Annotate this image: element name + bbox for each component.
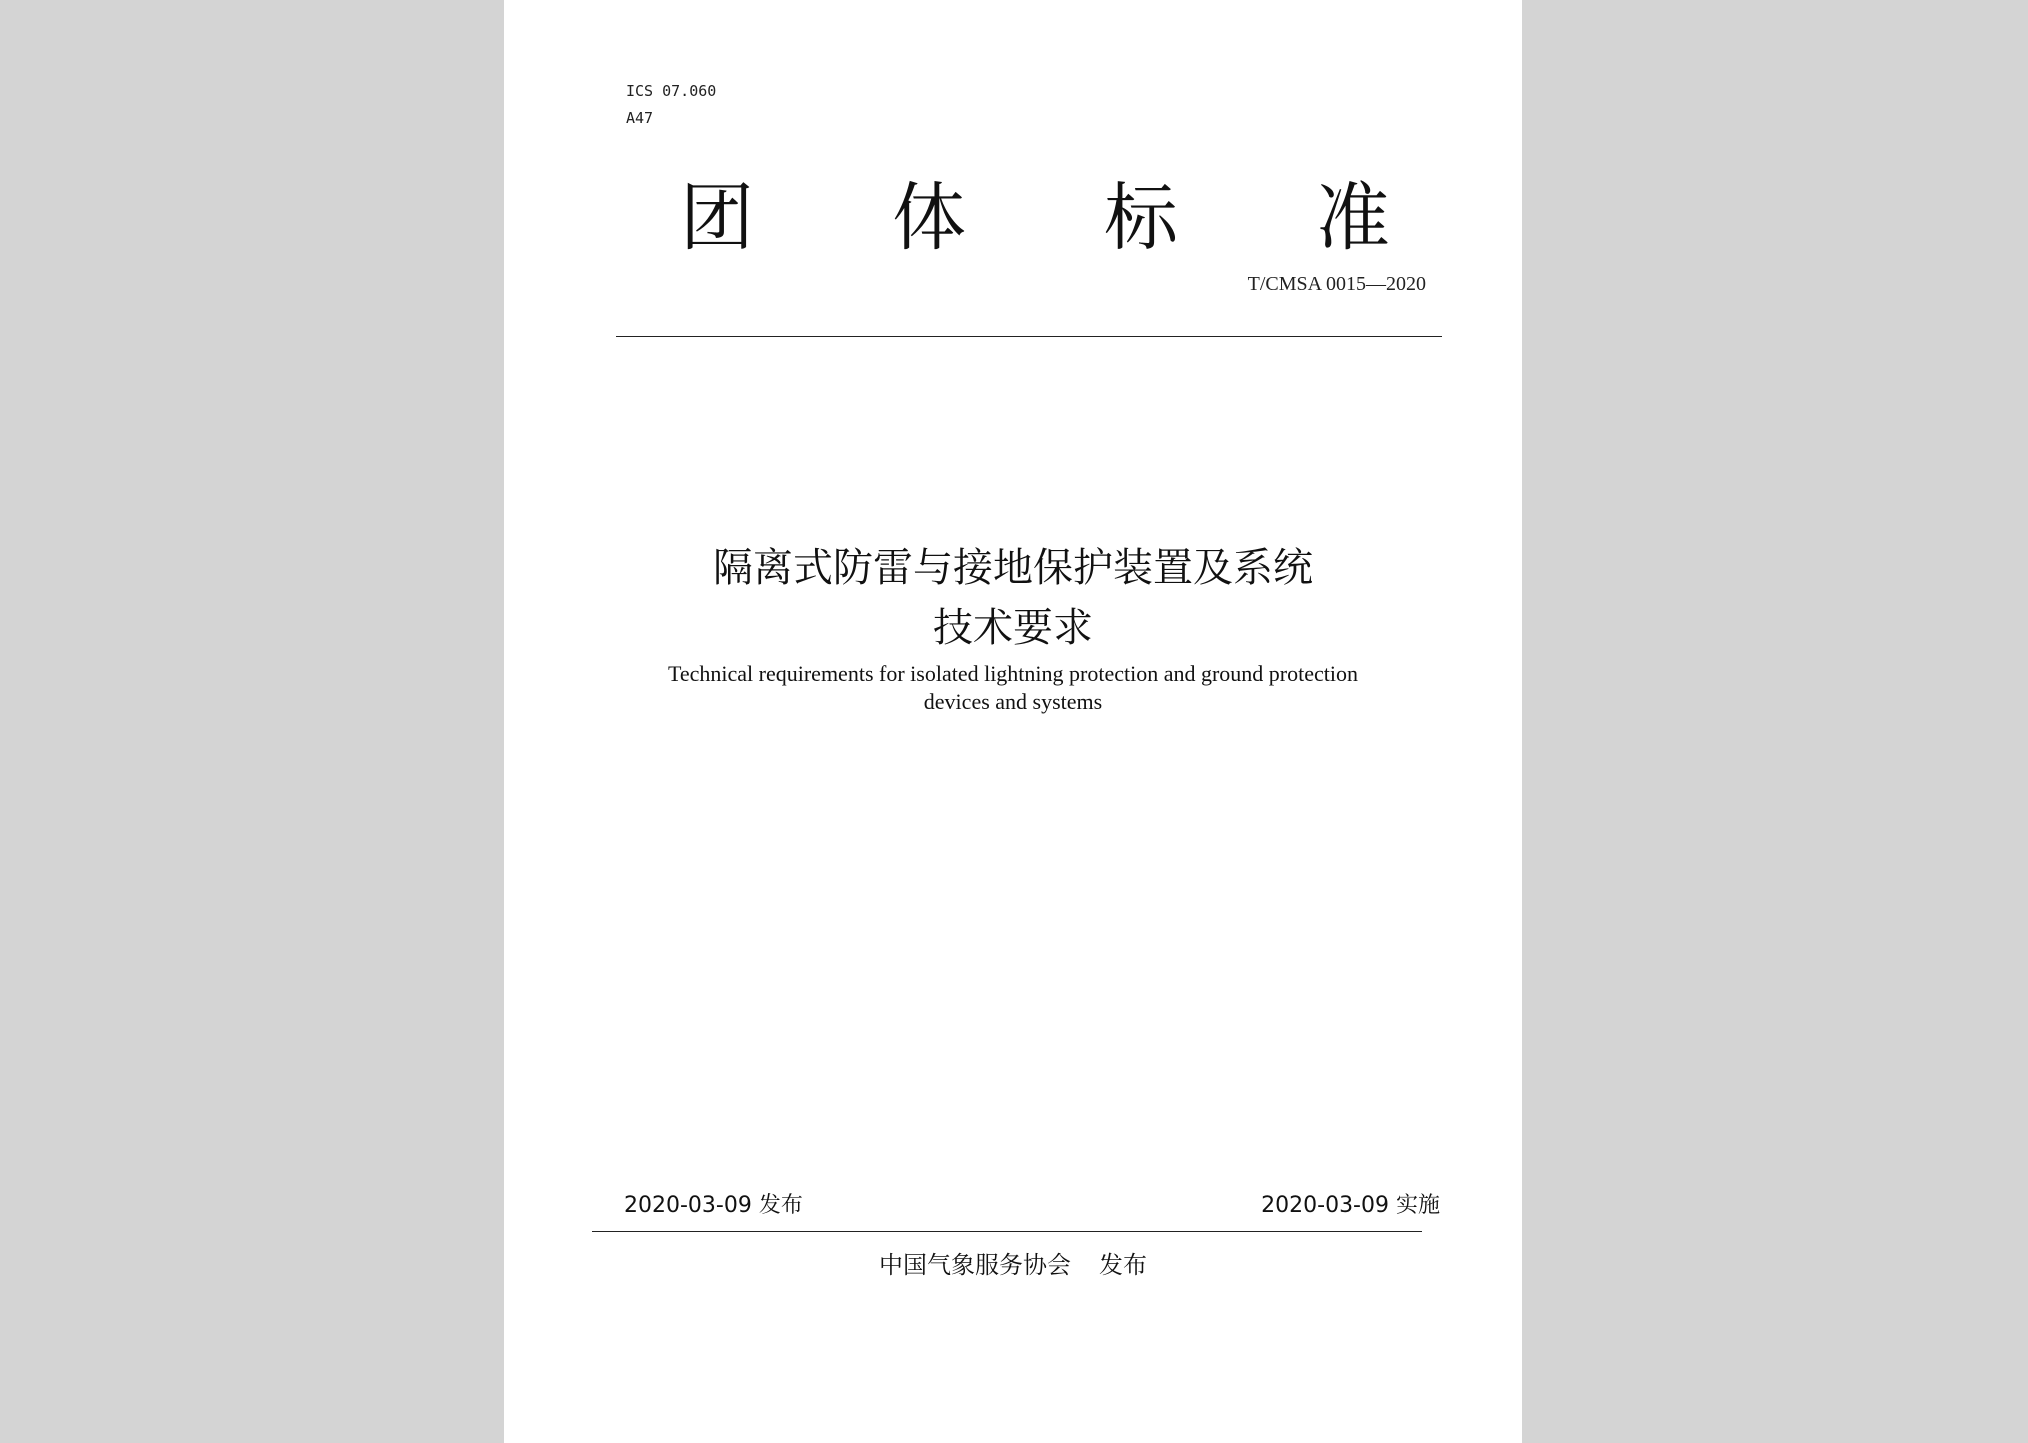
bottom-divider bbox=[592, 1231, 1422, 1232]
implement-date: 2020-03-09 实施 bbox=[1261, 1193, 1440, 1218]
document-title-zh bbox=[504, 538, 1522, 658]
ics-code: ICS 07.060 bbox=[626, 82, 717, 100]
publish-date: 2020-03-09 发布 bbox=[624, 1193, 803, 1218]
heading-char-4: 准 bbox=[1316, 175, 1390, 261]
heading-char-2: 体 bbox=[892, 175, 966, 261]
class-code: A47 bbox=[626, 109, 654, 127]
heading-char-3: 标 bbox=[1104, 175, 1178, 261]
standard-number: T/CMSA 0015—2020 bbox=[1247, 273, 1426, 295]
top-divider bbox=[616, 336, 1442, 337]
classification-codes bbox=[626, 78, 716, 132]
title-zh-line-1: 隔离式防雷与接地保护装置及系统 bbox=[713, 545, 1313, 591]
title-en-line-2: devices and systems bbox=[923, 689, 1103, 714]
issuer-action: 发布 bbox=[1099, 1251, 1147, 1279]
title-zh-line-2: 技术要求 bbox=[933, 605, 1093, 651]
document-page bbox=[504, 0, 1522, 1443]
heading-char-1: 团 bbox=[680, 175, 754, 261]
document-title-en bbox=[504, 660, 1522, 716]
title-en-line-1: Technical requirements for isolated lightning protection and ground protection bbox=[667, 661, 1359, 686]
issuer-org: 中国气象服务协会 bbox=[879, 1251, 1071, 1279]
standard-type-heading bbox=[680, 168, 1390, 268]
issuer-line bbox=[504, 1248, 1522, 1282]
